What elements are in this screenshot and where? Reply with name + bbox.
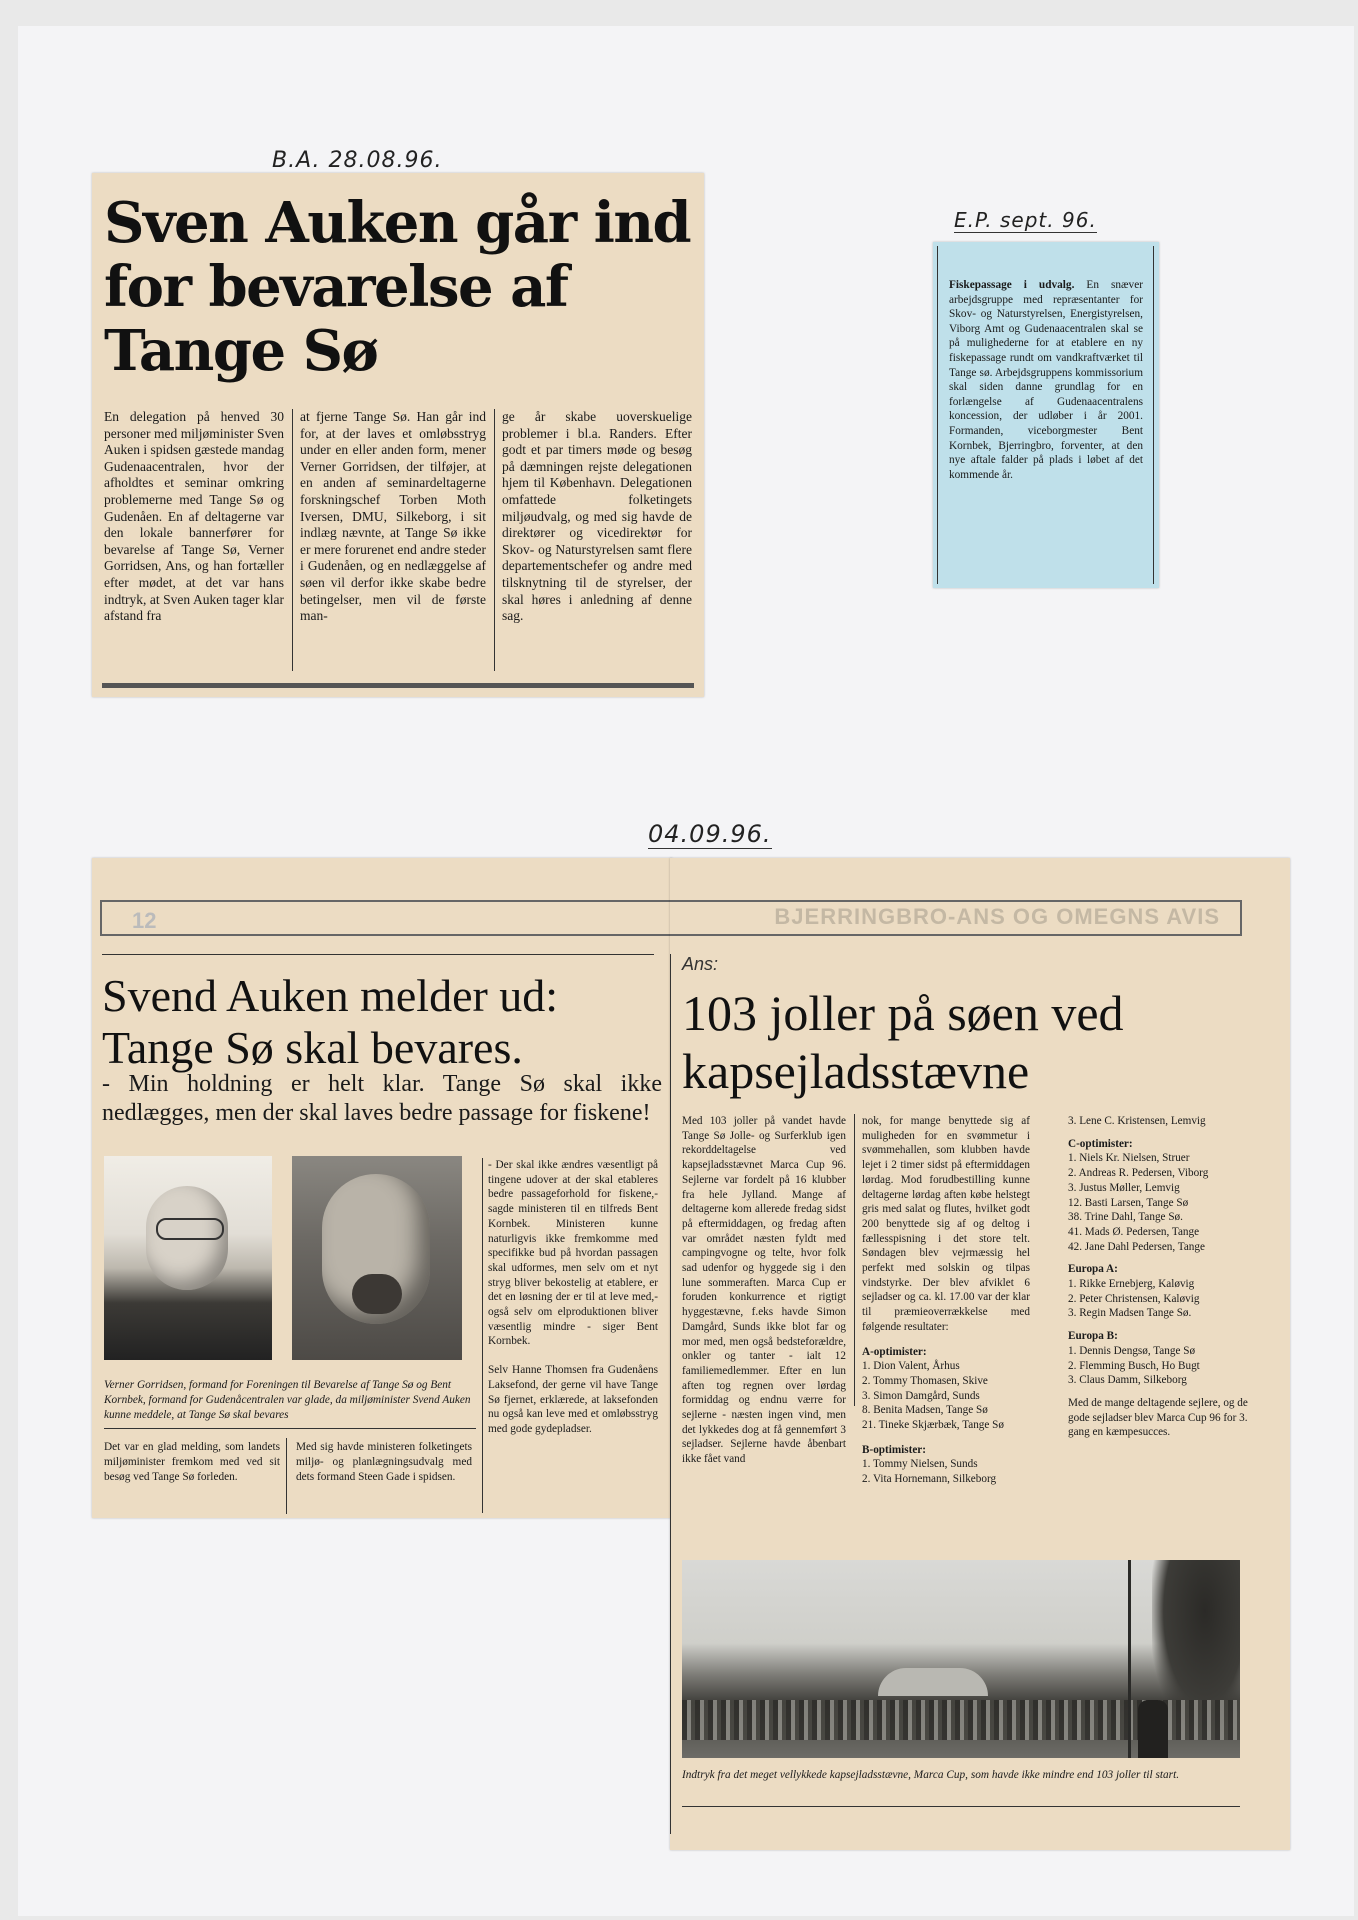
c-optimister-4: 12. Basti Larsen, Tange Sø	[1068, 1196, 1189, 1209]
article-subhead: - Min holdning er helt klar. Tange Sø skal ikke nedlægges, men der skal laves bedre passage for fiskene!	[102, 1071, 662, 1126]
left-border	[937, 246, 938, 584]
b-optimister-2: 2. Vita Hornemann, Silkeborg	[862, 1473, 997, 1486]
column-divider	[286, 1438, 287, 1514]
photo-bent-kornbek	[292, 1156, 462, 1360]
notice-body: En snæver arbejdsgruppe med repræsentanter for Skov- og Naturstyrelsen, Energistyrelsen, Viborg Amt og Gudenaacentralen skal se på mulighederne for at etablere en ny fiskepassage rundt om vandkraftværket til Tange sø. Arbejdsgruppens kommissorium skal siden danne grundlag for en forlængelse af Gudenaacentralens koncession, der udløber i år 2001. Formanden, viceborgmester Bent Kornbek, Bjerringbro, forventer, at den nye aftale falder på plads i løbet af det kommende år.	[949, 279, 1143, 481]
c-optimister-7: 42. Jane Dahl Pedersen, Tange	[1068, 1240, 1205, 1253]
c-optimister-6: 41. Mads Ø. Pedersen, Tange	[1068, 1225, 1200, 1238]
column-divider	[494, 409, 495, 671]
a-optimister-5: 21. Tineke Skjærbæk, Tange Sø	[862, 1419, 1004, 1432]
bottom-border	[102, 683, 694, 688]
right-column-text-2: Selv Hanne Thomsen fra Gudenåens Laksefond, der gerne vil have Tange Sø fjernet, erklærede, at laksefonden nu også kan leve med et omløbsstryg med gode gydepladser.	[488, 1364, 658, 1435]
c-optimister-2: 2. Andreas R. Pedersen, Viborg	[1068, 1167, 1209, 1180]
bottom-rule	[682, 1806, 1240, 1807]
clipping-103-joller	[670, 858, 1290, 1850]
column-divider	[670, 954, 671, 1834]
article-right-column	[488, 1158, 658, 1437]
c-list-carry: 3. Lene C. Kristensen, Lemvig	[1068, 1115, 1206, 1127]
photo-verner-gorridsen	[104, 1156, 272, 1360]
europa-b-2: 2. Flemming Busch, Ho Bugt	[1068, 1359, 1200, 1372]
column-divider	[482, 1158, 483, 1513]
c-optimister-5: 38. Trine Dahl, Tange Sø.	[1068, 1211, 1183, 1224]
photo-caption: Verner Gorridsen, formand for Foreningen til Bevarelse af Tange Sø og Bent Kornbek, formand for Gudenåcentralen var glade, da miljøminister Svend Auken kunne meddele, at Tange Sø skal bevares	[104, 1379, 471, 1421]
article-column-3	[1068, 1114, 1248, 1440]
a-optimister-3: 3. Simon Damgård, Sunds	[862, 1389, 980, 1402]
masthead-bar	[100, 900, 672, 936]
europa-b-title: Europa B:	[1068, 1330, 1118, 1343]
clipping-date-3: 04.09.96.	[648, 820, 772, 848]
article-column-1: En delegation på henved 30 personer med miljøminister Sven Auken i spidsen gæstede mandag Gudenaacentralen, hvor der afholdtes et seminar omkring problemerne med Tange Sø og Gudenåen. En af deltagerne var den lokale bannerfører for bevarelse af Tange Sø, Verner Gorridsen, Ans, og han fortæller efter mødet, at det var hans indtryk, at Sven Auken tager klar afstand fra	[104, 409, 284, 624]
masthead-title: BJERRINGBRO-ANS OG OMEGNS AVIS	[774, 904, 1220, 929]
column-divider	[854, 1114, 855, 1406]
europa-b-3: 3. Claus Damm, Silkeborg	[1068, 1374, 1187, 1387]
photo-regatta-crowd	[682, 1560, 1240, 1758]
clipping-date-1: B.A. 28.08.96.	[272, 148, 443, 173]
page-number: 12	[132, 908, 157, 933]
c-optimister-title: C-optimister:	[1068, 1137, 1133, 1150]
europa-a-3: 3. Regin Madsen Tange Sø.	[1068, 1307, 1192, 1320]
b-optimister-1: 1. Tommy Nielsen, Sunds	[862, 1458, 978, 1471]
article-column-2	[862, 1114, 1030, 1487]
headline-rule	[102, 954, 654, 955]
right-border	[1153, 246, 1154, 584]
a-optimister-title: A-optimister:	[862, 1345, 927, 1358]
article-column-1: Med 103 joller på vandet havde Tange Sø Jolle- og Surferklub igen rekorddeltagelse ved kapsejladsstævnet Marca Cup 96. Sejlerne var fordelt på 16 klubber fra hele Jylland. Mange af deltagerne kom allerede fredag sidst på eftermiddagen, og fredag aften var området næsten fyldt med campingvogne og telte, hvor folk sad udenfor og hyggede sig i den lune sommeraften. Marca Cup er foruden konkurrence et rigtigt hyggestævne, f.eks havde Simon Damgård, Sunds ikke blot far og mor med, men også bedsteforældre, onkler og tanter - ialt 12 familiemedlemmer. Efter en lun aften tog regnen over lørdag formiddag og endnu værre for sejlerne - næsten ingen vind, men det lykkedes dog at få gennemført 3 sejladser. Sejlerne havde åbenbart ikke fået vand	[682, 1115, 846, 1466]
clipping-melder-ud	[92, 858, 672, 1518]
europa-b-1: 1. Dennis Dengsø, Tange Sø	[1068, 1344, 1196, 1357]
a-optimister-4: 8. Benita Madsen, Tange Sø	[862, 1404, 988, 1417]
clipping-fiskepassage	[933, 242, 1159, 588]
a-optimister-1: 1. Dion Valent, Århus	[862, 1360, 960, 1373]
results-intro: nok, for mange benyttede sig af muligheden for en svømmetur i svømmehallen, som klubben havde lejet i 2 timer sidst på eftermiddagen lørdag. Mod forudbestilling kunne deltagerne lørdag aften købe helstegt gris med salat og flutes, hvilket godt 200 benyttede sig af og deltog i fællesspisning i det store telt. Søndagen blev vejrmæssig hel perfekt med solskin og tilpas vindstyrke. Der blev afviklet 6 sejladser og ca. kl. 17.00 var der klar til præmieoverrækkelse med følgende resultater:	[862, 1115, 1030, 1333]
clipping-auken-tange	[92, 173, 704, 697]
c-optimister-3: 3. Justus Møller, Lemvig	[1068, 1181, 1180, 1194]
article-bottom-left: Det var en glad melding, som landets miljøminister fremkom med ved sit besøg ved Tange Sø forleden.	[104, 1441, 280, 1483]
article-column-2: at fjerne Tange Sø. Han går ind for, at der laves et omløbsstryg under en eller anden form, mener Verner Gorridsen, der tilføjer, at en anden af seminardeltagerne forskningschef Torben Moth Iversen, DMU, Silkeborg, i sit indlæg nævnte, at Tange Sø ikke er mere forurenet end andre steder i Gudenåen, og en nedlæggelse af søen vil derfor ikke skabe bedre betingelser, men vil de første man-	[300, 409, 486, 624]
column-divider	[292, 409, 293, 671]
notice-text	[949, 278, 1143, 482]
article-headline: 103 joller på søen ved kapsejladsstævne	[682, 985, 1124, 1099]
notice-lead: Fiskepassage i udvalg.	[949, 279, 1075, 291]
a-optimister-2: 2. Tommy Thomasen, Skive	[862, 1374, 988, 1387]
europa-a-1: 1. Rikke Ernebjerg, Kaløvig	[1068, 1278, 1195, 1291]
article-headline: Svend Auken melder ud: Tange Sø skal bevares.	[102, 970, 559, 1073]
clipping-date-2: E.P. sept. 96.	[954, 208, 1097, 232]
clipping-headline: Sven Auken går ind for bevarelse af Tange Sø	[104, 190, 691, 384]
article-column-3: ge år skabe uoverskuelige problemer i bl.a. Randers. Efter godt et par timers møde og besøg på dæmningen rejste delegationen hjem til København. Delegationen omfattede folketingets miljøudvalg, og med sig havde de direktører og vicedirektør for Skov- og Naturstyrelsen samt flere departementschefer og andre med tilsknytning til de styrelser, der skal høres i anledning af denne sag.	[502, 409, 692, 624]
c-optimister-1: 1. Niels Kr. Nielsen, Struer	[1068, 1152, 1190, 1165]
closing-text: Med de mange deltagende sejlere, og de gode sejladser blev Marca Cup 96 for 3. gang en kæmpesucces.	[1068, 1396, 1248, 1439]
article-bottom-mid: Med sig havde ministeren folketingets miljø- og planlægningsudvalg med dets formand Steen Gade i spidsen.	[296, 1441, 472, 1483]
right-column-text: - Der skal ikke ændres væsentligt på tingene udover at der skal etableres bedre passageforhold for fiskene,- sagde ministeren til en tilfreds Bent Kornbek. Ministeren kunne naturligvis ikke fremkomme med specifikke bud på hvordan passagen skal udformes, men selv om et nyt stryg bliver bekostelig at etablere, er det en løsning der er til at leve med,- også selv om elproduktionen bliver væsentlig mindre - siger Bent Kornbek.	[488, 1159, 658, 1348]
b-optimister-title: B-optimister:	[862, 1443, 927, 1456]
europa-a-2: 2. Peter Christensen, Kaløvig	[1068, 1292, 1200, 1305]
article-kicker: Ans:	[682, 954, 719, 974]
photo-caption: Indtryk fra det meget vellykkede kapsejladsstævne, Marca Cup, som havde ikke mindre end 103 joller til start.	[682, 1769, 1180, 1781]
europa-a-title: Europa A:	[1068, 1263, 1118, 1276]
caption-rule	[104, 1428, 476, 1429]
